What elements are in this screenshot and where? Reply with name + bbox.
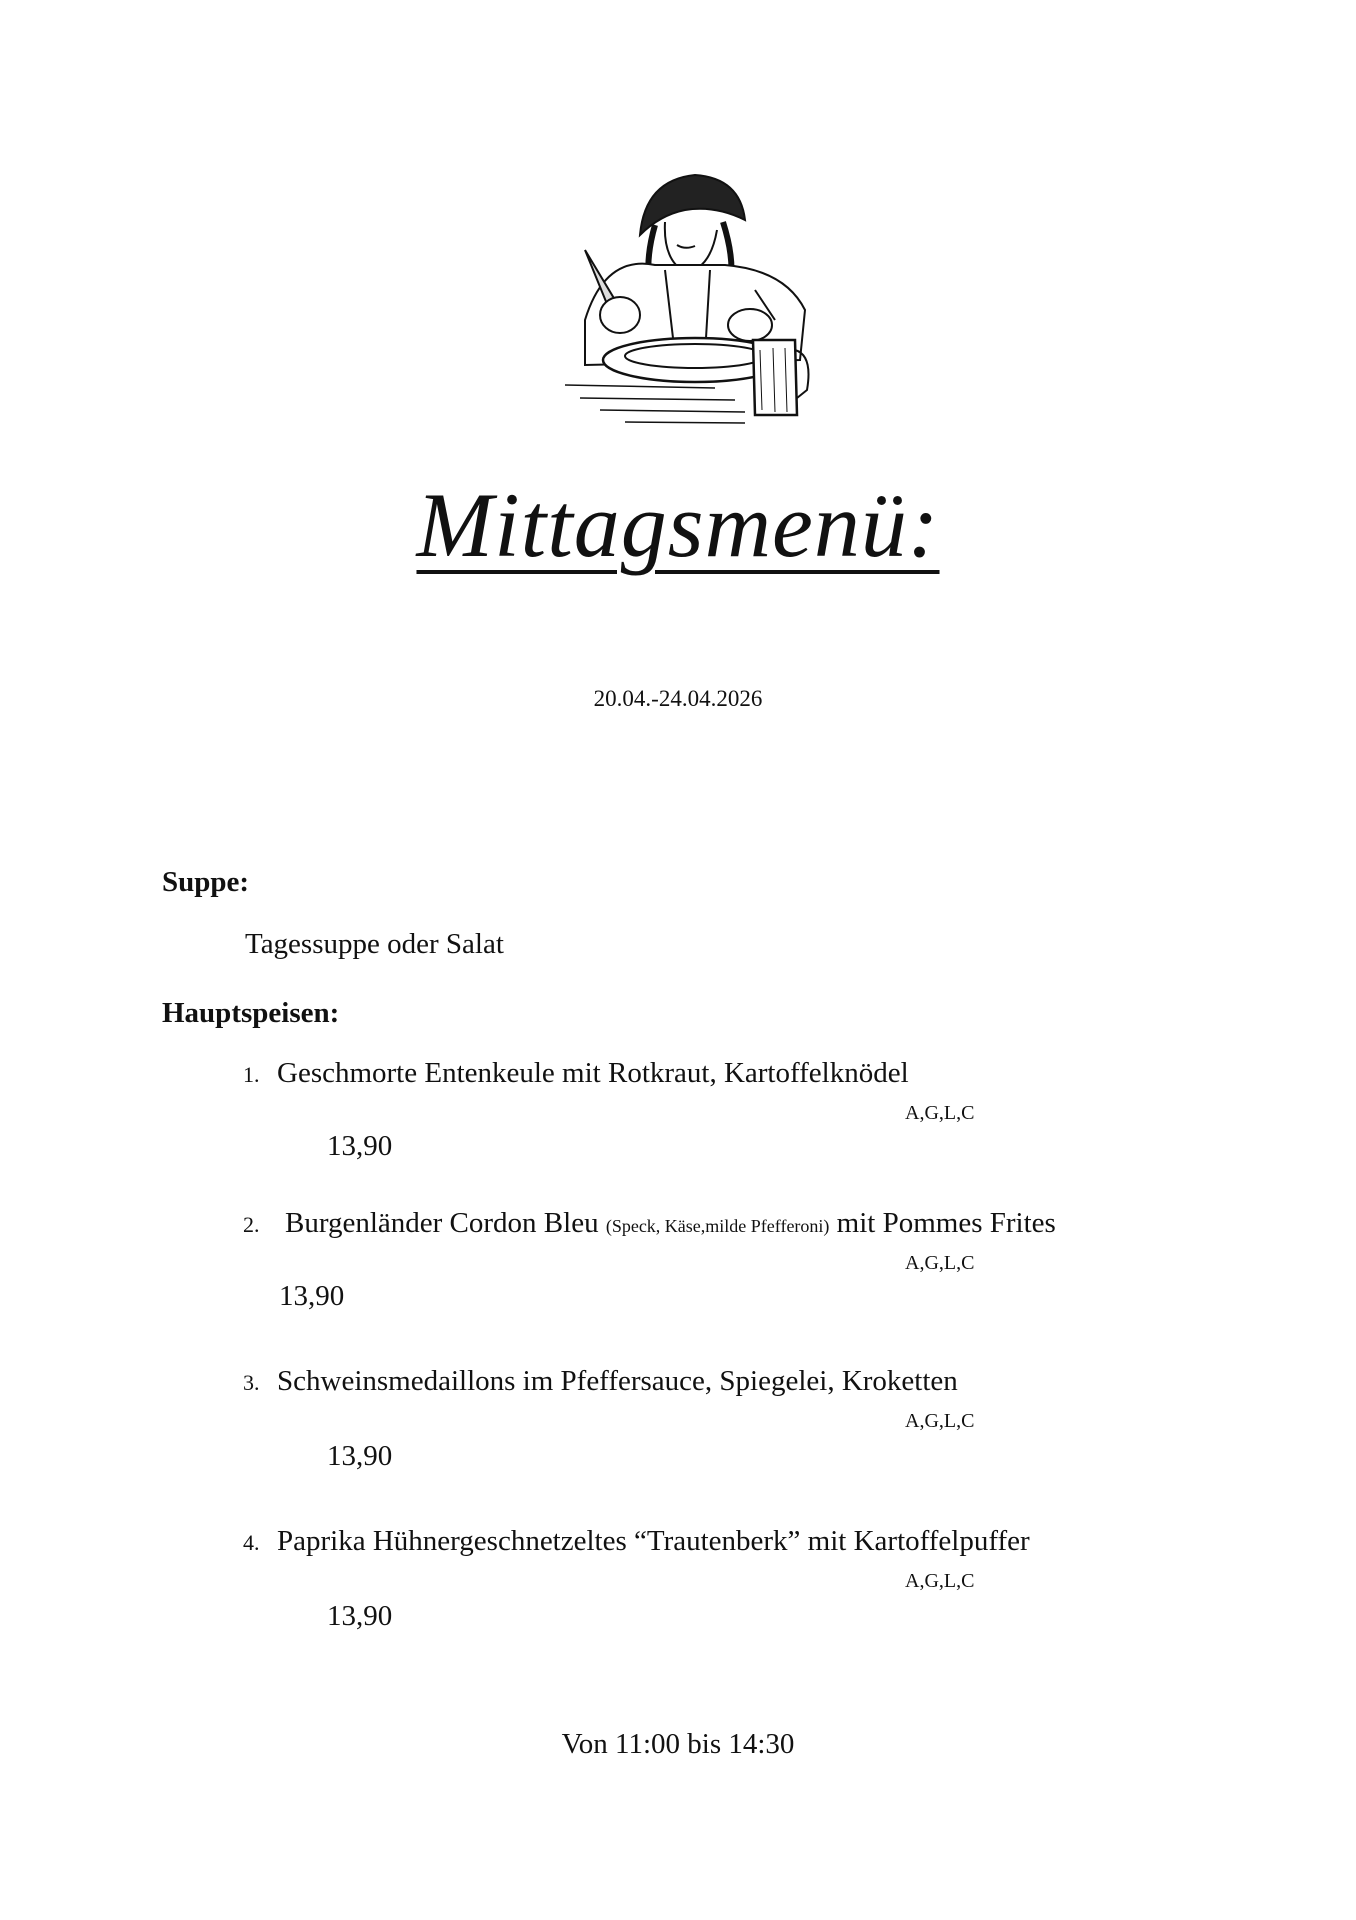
menu-item <box>243 1057 909 1090</box>
item-allergens: A,G,L,C <box>905 1102 975 1124</box>
menu-item <box>243 1525 1030 1558</box>
item-price: 13,90 <box>327 1440 393 1472</box>
item-price: 13,90 <box>327 1600 393 1632</box>
item-name: Burgenländer Cordon Bleu <box>285 1207 599 1239</box>
item-name: Geschmorte Entenkeule mit Rotkraut, Kartoffelknödel <box>277 1057 909 1089</box>
soup-heading: Suppe: <box>162 866 250 898</box>
man-eating-illustration <box>545 160 815 435</box>
mains-heading: Hauptspeisen: <box>162 997 340 1029</box>
title-text: Mittagsmenü: <box>416 474 940 576</box>
item-price: 13,90 <box>327 1130 393 1162</box>
item-allergens: A,G,L,C <box>905 1570 975 1592</box>
item-name: Paprika Hühnergeschnetzeltes “Trautenberk” mit Kartoffelpuffer <box>277 1525 1030 1557</box>
item-number: 4. <box>243 1530 260 1555</box>
opening-hours: Von 11:00 bis 14:30 <box>561 1728 795 1760</box>
item-number: 2. <box>243 1212 260 1237</box>
menu-item <box>243 1207 1056 1240</box>
item-name: Schweinsmedaillons im Pfeffersauce, Spiegelei, Kroketten <box>277 1365 958 1397</box>
soup-item: Tagessuppe oder Salat <box>245 928 504 960</box>
menu-item <box>243 1365 958 1398</box>
item-number: 1. <box>243 1062 260 1087</box>
item-suffix: mit Pommes Frites <box>836 1207 1056 1239</box>
item-allergens: A,G,L,C <box>905 1410 975 1432</box>
page-title <box>0 472 1356 578</box>
item-price: 13,90 <box>279 1280 345 1312</box>
item-number: 3. <box>243 1370 260 1395</box>
item-allergens: A,G,L,C <box>905 1252 975 1274</box>
date-range: 20.04.-24.04.2026 <box>593 686 763 711</box>
item-note: (Speck, Käse,milde Pfefferoni) <box>605 1216 830 1236</box>
